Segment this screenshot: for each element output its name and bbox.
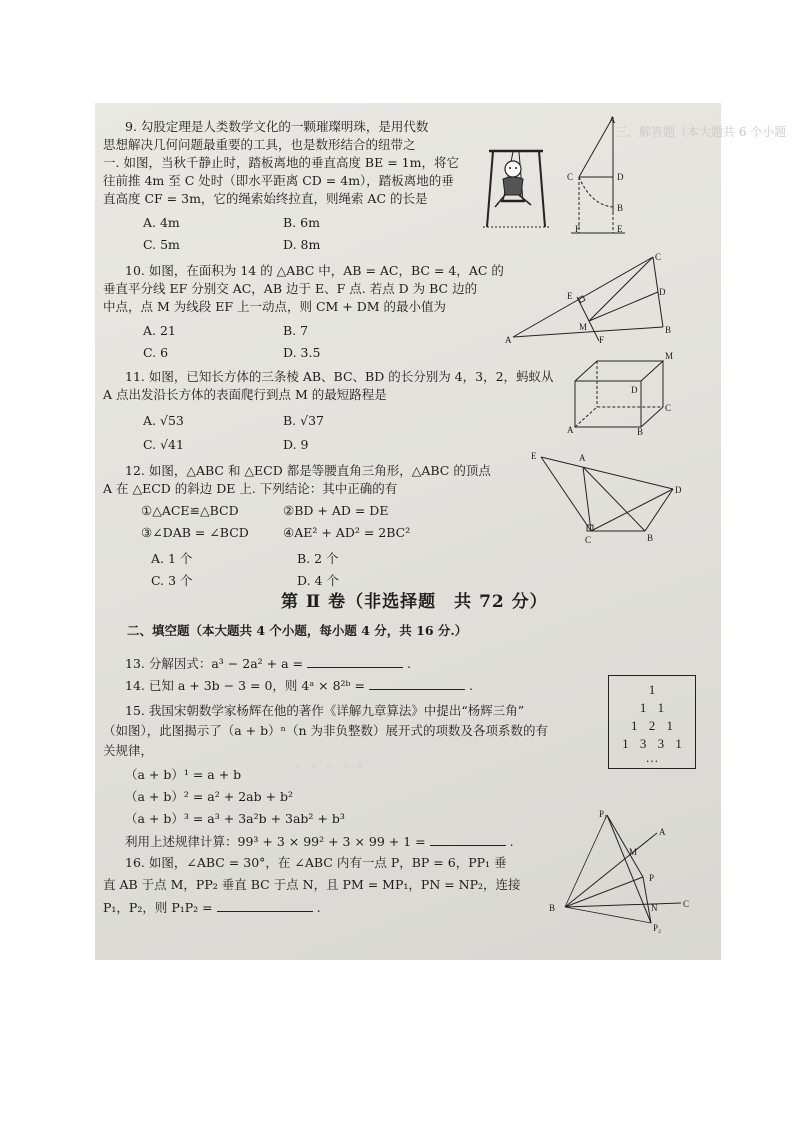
q9-option-b: B. 6m — [283, 215, 320, 230]
q9-label-c: C — [567, 172, 574, 182]
q9-figure — [565, 111, 685, 237]
q9-label-a: A — [609, 115, 616, 125]
q10-option-a: A. 21 — [143, 323, 176, 338]
q11-line-1: 11. 如图，已知长方体的三条棱 AB、BC、BD 的长分别为 4，3，2，蚂蚁从 — [125, 369, 554, 384]
q10-label-m: M — [579, 322, 588, 332]
q9-label-f: F — [575, 224, 581, 234]
q13-text: 13. 分解因式：a³ − 2a² + a = . — [125, 656, 411, 671]
q14-answer-blank[interactable] — [369, 677, 465, 690]
q16-label-b: B — [549, 903, 556, 913]
q12-option-a: A. 1 个 — [151, 551, 193, 566]
q12-label-d: D — [675, 485, 682, 495]
q16-line-2: 直 AB 于点 M，PP₂ 垂直 BC 于点 N，且 PM = MP₁，PN = NP₂，连接 — [103, 877, 521, 892]
q9-line-3: 一. 如图，当秋千静止时，踏板离地的垂直高度 BE = 1m，将它 — [103, 155, 459, 170]
q15-line-1: 15. 我国宋朝数学家杨辉在他的著作《详解九章算法》中提出“杨辉三角” — [125, 703, 525, 718]
q15-line-3: 关规律， — [103, 743, 154, 758]
q11-option-b: B. √37 — [283, 413, 325, 428]
q10-label-a: A — [505, 335, 512, 345]
triangle-row-3: 1 2 1 — [631, 718, 673, 733]
q11-label-b: B — [637, 427, 644, 437]
q10-option-b: B. 7 — [283, 323, 309, 338]
triangle-row-5: … — [645, 750, 659, 765]
q11-label-m: M — [665, 351, 674, 361]
q12-conclusion-1: ①△ACE≌△BCD — [141, 503, 239, 518]
q16-figure — [545, 807, 695, 935]
q11-label-d: D — [631, 385, 638, 395]
q16-label-m: M — [629, 847, 638, 857]
q12-figure — [529, 449, 689, 547]
q10-option-c: C. 6 — [143, 345, 169, 360]
yang-hui-triangle — [608, 675, 696, 769]
q16-line-3: P₁，P₂，则 P₁P₂ = . — [103, 900, 321, 915]
q12-line-2: A 在 △ECD 的斜边 DE 上. 下列结论：其中正确的有 — [103, 481, 398, 496]
q16-line-1: 16. 如图，∠ABC = 30°，在 ∠ABC 内有一点 P，BP = 6，PP₁ 垂 — [125, 855, 507, 870]
q10-line-2: 垂直平分线 EF 分别交 AC，AB 边于 E、F 点. 若点 D 为 BC 边的 — [103, 281, 478, 296]
q11-label-a: A — [567, 425, 574, 435]
q9-label-e: E — [617, 224, 623, 234]
q11-label-c: C — [665, 403, 672, 413]
q15-expansion-3: （a + b）³ = a³ + 3a²b + 3ab² + b³ — [125, 811, 345, 826]
q10-label-b: B — [665, 325, 672, 335]
q12-option-d: D. 4 个 — [297, 573, 339, 588]
bleed-through-text: 。 。 。 。 。 — [295, 755, 371, 769]
q10-figure — [503, 251, 675, 345]
q10-label-d: D — [659, 287, 666, 297]
q11-figure — [565, 351, 675, 435]
q10-label-c: C — [655, 252, 662, 262]
q15-expansion-1: （a + b）¹ = a + b — [125, 767, 242, 782]
triangle-row-1: 1 — [648, 682, 656, 697]
swing-child-illustration — [479, 143, 549, 229]
q16-label-c: C — [683, 899, 690, 909]
q15-answer-blank[interactable] — [430, 833, 506, 846]
section-2-title: 二、填空题（本大题共 4 个小题，每小题 4 分，共 16 分.） — [127, 623, 468, 638]
q9-label-b: B — [617, 203, 624, 213]
q11-line-2: A 点出发沿长方体的表面爬行到点 M 的最短路程是 — [103, 387, 387, 402]
q9-option-c: C. 5m — [143, 237, 180, 252]
q12-conclusion-2: ②BD + AD = DE — [283, 503, 389, 518]
q11-option-c: C. √41 — [143, 437, 184, 452]
q16-label-p1: P₁ — [599, 809, 608, 819]
q10-option-d: D. 3.5 — [283, 345, 321, 360]
q12-conclusion-3: ③∠DAB = ∠BCD — [141, 525, 249, 540]
q16-label-n: N — [651, 903, 658, 913]
q14-text: 14. 已知 a + 3b − 3 = 0，则 4ᵃ × 8²ᵇ = . — [125, 678, 473, 693]
q9-line-4: 往前推 4m 至 C 处时（即水平距离 CD = 4m），踏板离地的垂 — [103, 173, 454, 188]
q12-label-c: C — [585, 535, 592, 545]
q12-label-a: A — [579, 453, 586, 463]
q16-label-a: A — [659, 827, 666, 837]
bleed-through-text: 三、解答题（本大题共 6 个小题 — [615, 125, 787, 139]
part-2-title: 第 Ⅱ 卷（非选择题 共 72 分） — [281, 592, 548, 612]
q9-label-d: D — [617, 172, 624, 182]
q12-conclusion-4: ④AE² + AD² = 2BC² — [283, 525, 411, 540]
q10-line-1: 10. 如图，在面积为 14 的 △ABC 中，AB = AC，BC = 4，AC 的 — [125, 263, 504, 278]
q15-expansion-2: （a + b）² = a² + 2ab + b² — [125, 789, 294, 804]
q10-label-f: F — [599, 335, 605, 345]
q9-line-1: 9. 勾股定理是人类数学文化的一颗璀璨明珠，是用代数 — [125, 119, 429, 134]
q12-option-b: B. 2 个 — [297, 551, 339, 566]
q12-line-1: 12. 如图，△ABC 和 △ECD 都是等腰直角三角形，△ABC 的顶点 — [125, 463, 491, 478]
q9-option-d: D. 8m — [283, 237, 321, 252]
q9-line-5: 直高度 CF = 3m，它的绳索始终拉直，则绳索 AC 的长是 — [103, 191, 428, 206]
q10-line-3: 中点，点 M 为线段 EF 上一动点，则 CM + DM 的最小值为 — [103, 299, 447, 314]
q15-line-2: （如图），此图揭示了（a + b）ⁿ（n 为非负整数）展开式的项数及各项系数的有 — [103, 723, 549, 738]
triangle-row-4: 1 3 3 1 — [622, 736, 682, 751]
triangle-row-2: 1 1 — [639, 700, 665, 715]
q12-label-e: E — [531, 451, 537, 461]
q9-option-a: A. 4m — [143, 215, 180, 230]
q11-option-d: D. 9 — [283, 437, 309, 452]
q9-line-2: 思想解决几何问题最重要的工具，也是数形结合的纽带之 — [103, 137, 416, 152]
exam-photo — [95, 103, 787, 960]
q12-option-c: C. 3 个 — [151, 573, 193, 588]
q13-answer-blank[interactable] — [307, 655, 403, 668]
q15-compute: 利用上述规律计算：99³ + 3 × 99² + 3 × 99 + 1 = . — [125, 834, 514, 849]
q11-option-a: A. √53 — [143, 413, 184, 428]
q12-label-b: B — [647, 533, 654, 543]
q16-label-p: P — [649, 873, 655, 883]
q10-label-e: E — [567, 291, 573, 301]
q16-label-p2: P₂ — [653, 923, 662, 933]
q16-answer-blank[interactable] — [217, 899, 313, 912]
